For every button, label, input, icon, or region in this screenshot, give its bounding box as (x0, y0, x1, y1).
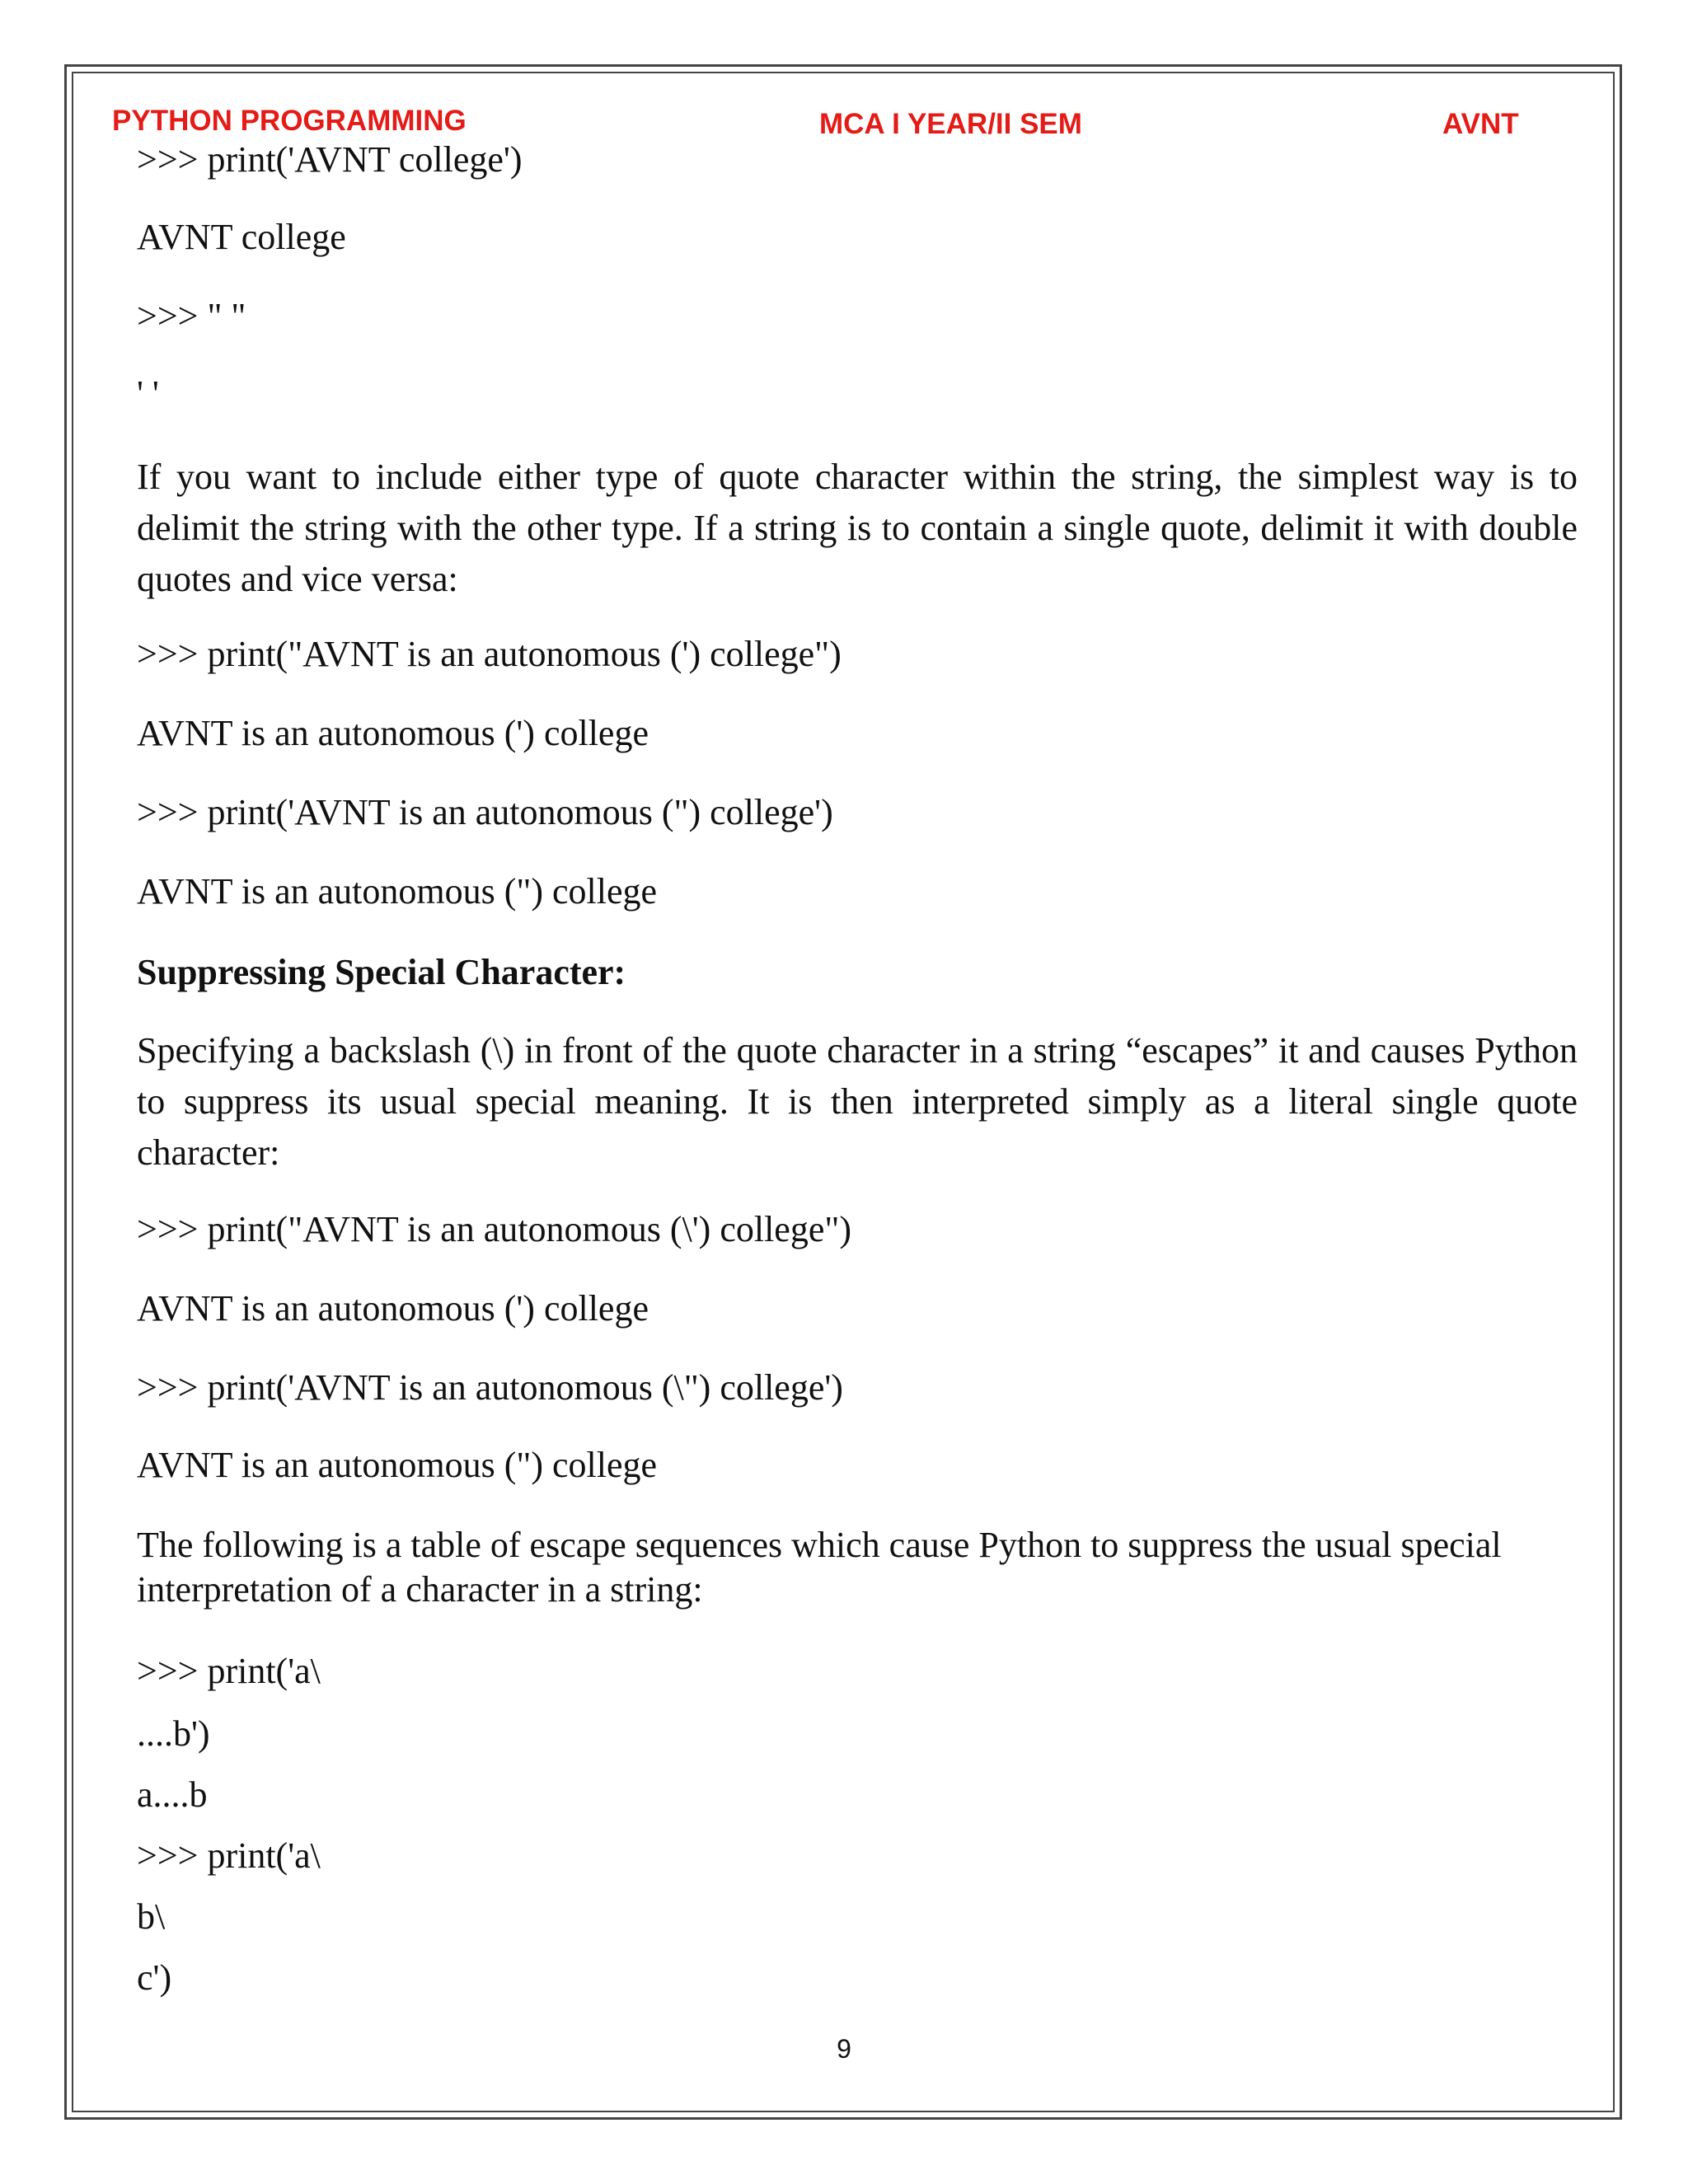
code-line: >>> print("AVNT is an autonomous (') college") (137, 634, 842, 674)
code-line: ....b') (137, 1713, 210, 1754)
header-class-year: MCA I YEAR/II SEM (819, 108, 1082, 140)
code-line: >>> print('AVNT is an autonomous (") college') (137, 792, 833, 832)
output-line: AVNT is an autonomous (") college (137, 871, 658, 912)
output-line: ' ' (137, 373, 159, 414)
paragraph-quote-types: If you want to include either type of quote character within the string, the simplest way is to delimit the string with the other type. If a string is to contain a single quote, delimit it with double quotes and vice versa: (137, 457, 1578, 599)
code-line: >>> print('AVNT is an autonomous (\") college') (137, 1367, 843, 1408)
header-course-title: PYTHON PROGRAMMING (112, 105, 467, 137)
section-heading: Suppressing Special Character: (137, 952, 626, 992)
paragraph-backslash: Specifying a backslash (\) in front of the quote character in a string “escapes” it and causes Python to suppress its usual special meaning. It is then interpreted simply as a literal single quote character: (137, 1030, 1578, 1173)
code-line: c') (137, 1957, 172, 1998)
output-line: a....b (137, 1774, 208, 1815)
code-line: b\ (137, 1896, 166, 1937)
output-line: AVNT is an autonomous (') college (137, 713, 649, 753)
code-line: >>> print('a\ (137, 1835, 321, 1876)
output-line: AVNT is an autonomous (") college (137, 1445, 658, 1485)
code-line: >>> " " (137, 296, 246, 336)
header-college: AVNT (1442, 108, 1519, 140)
code-line: >>> print("AVNT is an autonomous (\') college") (137, 1209, 851, 1249)
code-line: >>> print('a\ (137, 1651, 321, 1691)
paragraph-escape-table: The following is a table of escape sequences which cause Python to suppress the usual special interpretation of a character in a string: (137, 1525, 1502, 1610)
code-line: >>> print('AVNT college') (137, 139, 523, 180)
page-number: 9 (837, 2034, 851, 2064)
output-line: AVNT is an autonomous (') college (137, 1288, 649, 1329)
output-line: AVNT college (137, 217, 346, 257)
